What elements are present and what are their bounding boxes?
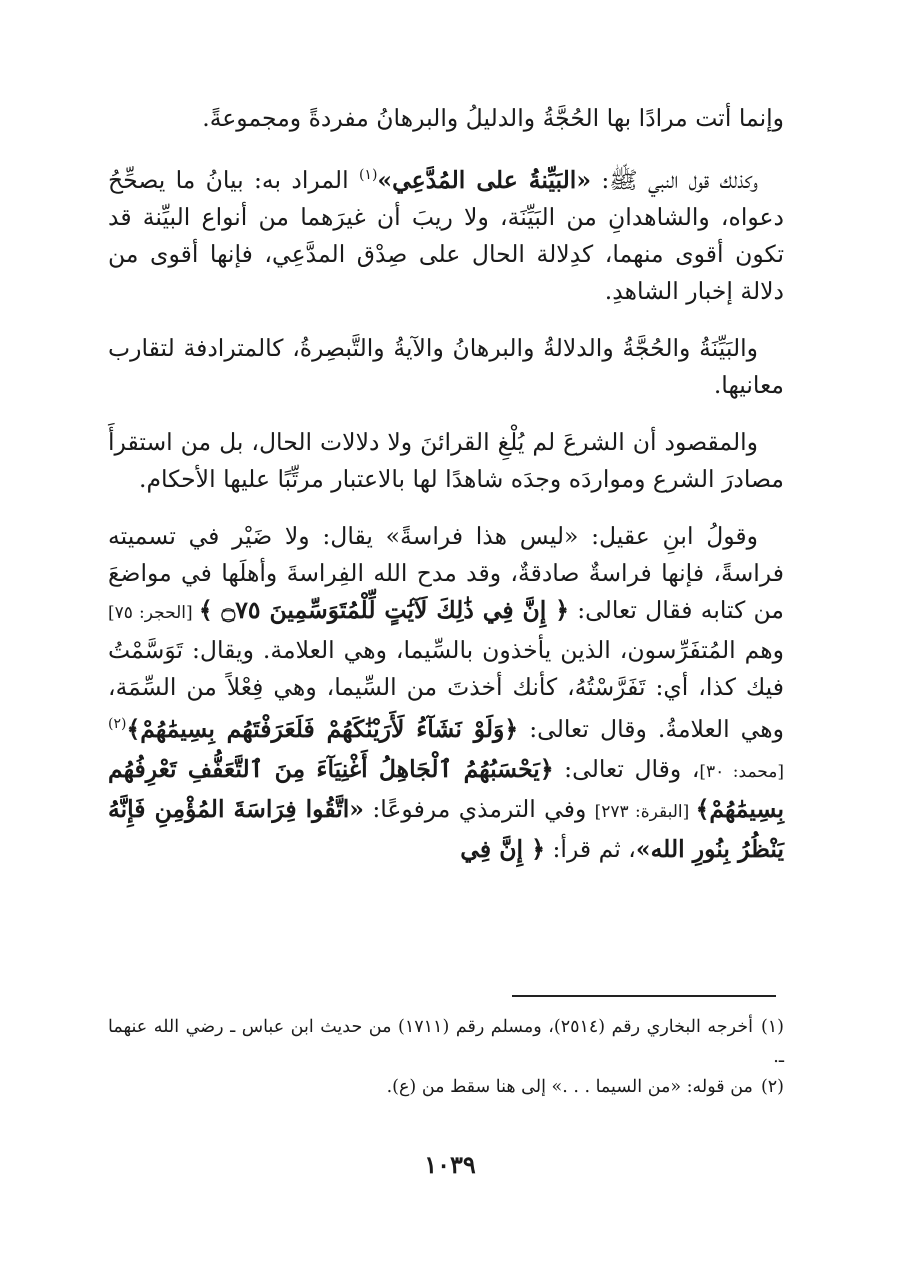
footnote-ref-1[interactable]: (١) [358,167,378,183]
paragraph-5 [108,518,784,868]
footnote-1 [108,1012,784,1072]
footnote-2-number: (٢) [760,1077,784,1097]
quran-verse-2: ﴿وَلَوْ نَشَآءُ لَأَرَيْنَٰكَهُمْ فَلَعَرَفْتَهُم بِسِيمَٰهُمْ﴾ [126,714,519,743]
paragraph-4: والمقصود أن الشرعَ لم يُلْغِ القرائنَ ولا دلالات الحال، بل من استقرأَ مصادرَ الشرع ومواردَه وجدَه شاهدًا لها بالاعتبار مرتِّبًا عليها الأحكام. [108,427,784,493]
footnote-2 [108,1072,784,1102]
verse-ref-2: [محمد: ٣٠] [699,761,784,782]
footnote-1-text: أخرجه البخاري رقم (٢٥١٤)، ومسلم رقم (١٧١١) من حديث ابن عباس ـ رضي الله عنهما ـ. [108,1017,784,1067]
verse-ref-1: [الحجر: ٧٥] [108,602,199,623]
paragraph-5-text-3: ، وقال تعالى: [553,754,700,783]
paragraph-5-text-2: وهم المُتفَرِّسون، الذين يأخذون بالسِّيما، وهي العلامة. ويقال: تَوَسَّمْتُ فيك كذا، أي: تَفَرَّسْتُهُ، كأنك أخذتَ من السِّيما، وهي فِعْلاً من السِّمَة، وهي العلامةُ. وقال تعالى: [108,635,785,743]
hadith-quote: «البَيِّنةُ على المُدَّعِي» [377,165,592,194]
footnote-2-text: من قوله: «من السيما . . .» إلى هنا سقط من (ع). [386,1077,753,1097]
paragraph-5-text-5: ، ثم قرأ: [545,834,636,863]
quran-verse-4-start: ﴿ إِنَّ فِي [460,834,546,863]
paragraph-5-text-1: وقولُ ابنِ عقيل: «ليس هذا فراسةً» يقال: ولا ضَيْر في تسميته فراسةً، فإنها فراسةٌ صادقةٌ، وقد مدح الله الفِراسةَ وأهلَها في مواضعَ من كتابه فقال تعالى: [108,521,785,624]
page-number: ١٠٣٩ [424,1150,476,1179]
footnote-ref-2[interactable]: (٢) [108,715,127,732]
footnote-divider [512,995,776,997]
paragraph-1: وإنما أتت مرادًا بها الحُجَّةُ والدليلُ والبرهانُ مفردةً ومجموعةً. [202,104,784,132]
footnotes [108,1012,784,1102]
hadith-quote-2: «اتَّقُوا فِرَاسَةَ المُؤْمِنِ فَإِنَّهُ يَنْظُرُ بِنُورِ الله» [108,794,784,863]
footnote-1-number: (١) [760,1017,784,1037]
paragraph-5-text-4: وفي الترمذي مرفوعًا: [363,794,595,823]
quran-verse-3: ﴿يَحْسَبُهُمُ ٱلْجَاهِلُ أَغْنِيَآءَ مِنَ ٱلتَّعَفُّفِ تَعْرِفُهُم بِسِيمَٰهُمْ﴾ [108,754,784,823]
verse-ref-3: [البقرة: ٢٧٣] [594,801,696,822]
quran-verse-1: ﴿ إِنَّ فِي ذَٰلِكَ لَآيَٰتٍ لِّلْمُتَوَسِّمِينَ ۝٧٥ ﴾ [198,595,569,624]
paragraph-3: والبَيِّنَةُ والحُجَّةُ والدلالةُ والبرهانُ والآيةُ والتَّبصِرةُ، كالمترادفة لتقارب معانيها. [108,333,784,399]
page-body [108,100,784,888]
paragraph-2 [108,157,784,310]
paragraph-2-text: المراد به: بيانُ ما يصحِّحُ دعواه، والشاهدانِ من البَيِّنَة، ولا ريبَ أن غيرَهما من أنواع البيِّنة قد تكون أقوى منهما، كدِلالة الحال على صِدْق المدَّعِي، فإنها أقوى من دلالة إخبار الشاهدِ. [108,165,784,305]
paragraph-2-intro: وكذلك قول النبي ﷺ: [591,165,758,194]
